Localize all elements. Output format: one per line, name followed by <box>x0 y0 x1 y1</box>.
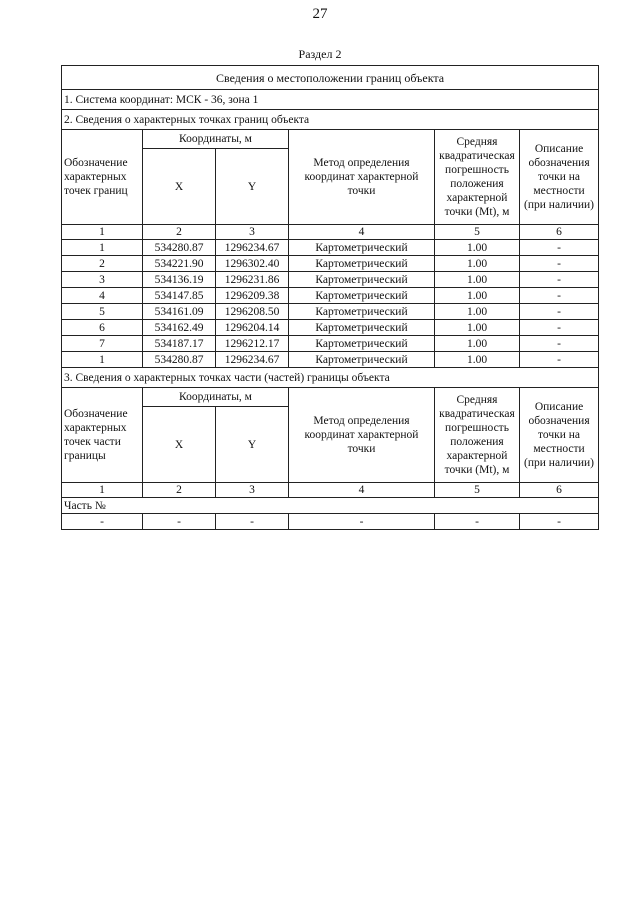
cell-y-coordinate: 1296209.38 <box>216 288 289 304</box>
header-description-part: Описание обозначения точки на местности (при наличии) <box>520 388 599 483</box>
section2-column-numbers <box>62 483 599 498</box>
header-y: Y <box>216 149 289 225</box>
cell-x-coordinate: 534221.90 <box>143 256 216 272</box>
cell-point-number: 1 <box>62 240 143 256</box>
cell-method: Картометрический <box>289 352 435 368</box>
cell-error-mt: 1.00 <box>435 256 520 272</box>
section2-col-number-3: 3 <box>216 483 289 498</box>
cell-x-coordinate: 534162.49 <box>143 320 216 336</box>
cell-point-number: 5 <box>62 304 143 320</box>
cell-point-number: 2 <box>62 256 143 272</box>
cell-method: Картометрический <box>289 304 435 320</box>
table-row <box>62 514 599 530</box>
cell-method: Картометрический <box>289 336 435 352</box>
table-row <box>62 240 599 256</box>
section1-col-number-2: 2 <box>143 225 216 240</box>
header-description: Описание обозначения точки на местности (при наличии) <box>520 130 599 225</box>
part-label-row <box>62 498 599 514</box>
part-cell-point-number: - <box>62 514 143 530</box>
section1-title: 2. Сведения о характерных точках границ объекта <box>62 110 599 130</box>
header-designation: Обозначение характерных точек границ <box>62 130 143 225</box>
header-designation-part: Обозначение характерных точек части границы <box>62 388 143 483</box>
cell-error-mt: 1.00 <box>435 352 520 368</box>
cell-error-mt: 1.00 <box>435 272 520 288</box>
cell-error-mt: 1.00 <box>435 320 520 336</box>
cell-x-coordinate: 534136.19 <box>143 272 216 288</box>
cell-description: - <box>520 320 599 336</box>
cell-y-coordinate: 1296234.67 <box>216 240 289 256</box>
cell-description: - <box>520 304 599 320</box>
cell-y-coordinate: 1296302.40 <box>216 256 289 272</box>
section1-column-numbers <box>62 225 599 240</box>
cell-error-mt: 1.00 <box>435 304 520 320</box>
table-row <box>62 320 599 336</box>
section1-title-row <box>62 110 599 130</box>
cell-y-coordinate: 1296231.86 <box>216 272 289 288</box>
cell-point-number: 7 <box>62 336 143 352</box>
cell-point-number: 4 <box>62 288 143 304</box>
section2-col-number-5: 5 <box>435 483 520 498</box>
table-row <box>62 304 599 320</box>
section1-col-number-6: 6 <box>520 225 599 240</box>
cell-point-number: 6 <box>62 320 143 336</box>
table-row <box>62 336 599 352</box>
boundary-table <box>61 65 599 530</box>
cell-description: - <box>520 352 599 368</box>
cell-method: Картометрический <box>289 256 435 272</box>
cell-description: - <box>520 256 599 272</box>
table-row <box>62 256 599 272</box>
section-title: Раздел 2 <box>298 47 342 61</box>
coordinate-system-row <box>62 90 599 110</box>
section2-col-number-1: 1 <box>62 483 143 498</box>
header-method: Метод определения координат характерной точки <box>289 130 435 225</box>
header-method-part: Метод определения координат характерной точки <box>289 388 435 483</box>
cell-description: - <box>520 240 599 256</box>
cell-description: - <box>520 336 599 352</box>
part-cell-error-mt: - <box>435 514 520 530</box>
cell-method: Картометрический <box>289 288 435 304</box>
cell-description: - <box>520 272 599 288</box>
header-x: X <box>143 149 216 225</box>
table-row <box>62 352 599 368</box>
page-number: 27 <box>312 6 328 22</box>
boundary-table-body <box>62 66 599 530</box>
cell-method: Картометрический <box>289 240 435 256</box>
part-cell-x-coordinate: - <box>143 514 216 530</box>
header-error: Средняя квадратическая погрешность положения характерной точки (Mt), м <box>435 130 520 225</box>
cell-method: Картометрический <box>289 320 435 336</box>
cell-x-coordinate: 534280.87 <box>143 352 216 368</box>
cell-x-coordinate: 534147.85 <box>143 288 216 304</box>
cell-error-mt: 1.00 <box>435 288 520 304</box>
cell-error-mt: 1.00 <box>435 336 520 352</box>
cell-y-coordinate: 1296204.14 <box>216 320 289 336</box>
header-error-part: Средняя квадратическая погрешность положения характерной точки (Mt), м <box>435 388 520 483</box>
cell-point-number: 1 <box>62 352 143 368</box>
header-coordinates-part: Координаты, м <box>143 388 289 407</box>
table-row <box>62 272 599 288</box>
cell-description: - <box>520 288 599 304</box>
table-title: Сведения о местоположении границ объекта <box>62 66 599 90</box>
header-y-part: Y <box>216 407 289 483</box>
part-cell-description: - <box>520 514 599 530</box>
section1-col-number-5: 5 <box>435 225 520 240</box>
table-row <box>62 288 599 304</box>
section1-col-number-3: 3 <box>216 225 289 240</box>
cell-error-mt: 1.00 <box>435 240 520 256</box>
section2-header-row <box>62 388 599 407</box>
part-cell-method: - <box>289 514 435 530</box>
cell-method: Картометрический <box>289 272 435 288</box>
section2-col-number-2: 2 <box>143 483 216 498</box>
section1-col-number-1: 1 <box>62 225 143 240</box>
section2-title-row <box>62 368 599 388</box>
section1-header-row <box>62 130 599 149</box>
cell-point-number: 3 <box>62 272 143 288</box>
section2-title: 3. Сведения о характерных точках части (частей) границы объекта <box>62 368 599 388</box>
section1-col-number-4: 4 <box>289 225 435 240</box>
part-cell-y-coordinate: - <box>216 514 289 530</box>
header-coordinates: Координаты, м <box>143 130 289 149</box>
cell-x-coordinate: 534187.17 <box>143 336 216 352</box>
cell-y-coordinate: 1296208.50 <box>216 304 289 320</box>
header-x-part: X <box>143 407 216 483</box>
cell-x-coordinate: 534280.87 <box>143 240 216 256</box>
cell-y-coordinate: 1296234.67 <box>216 352 289 368</box>
table-title-row <box>62 66 599 90</box>
part-label: Часть № <box>62 498 599 514</box>
cell-y-coordinate: 1296212.17 <box>216 336 289 352</box>
cell-x-coordinate: 534161.09 <box>143 304 216 320</box>
section2-col-number-6: 6 <box>520 483 599 498</box>
coordinate-system: 1. Система координат: МСК - 36, зона 1 <box>62 90 599 110</box>
section2-col-number-4: 4 <box>289 483 435 498</box>
